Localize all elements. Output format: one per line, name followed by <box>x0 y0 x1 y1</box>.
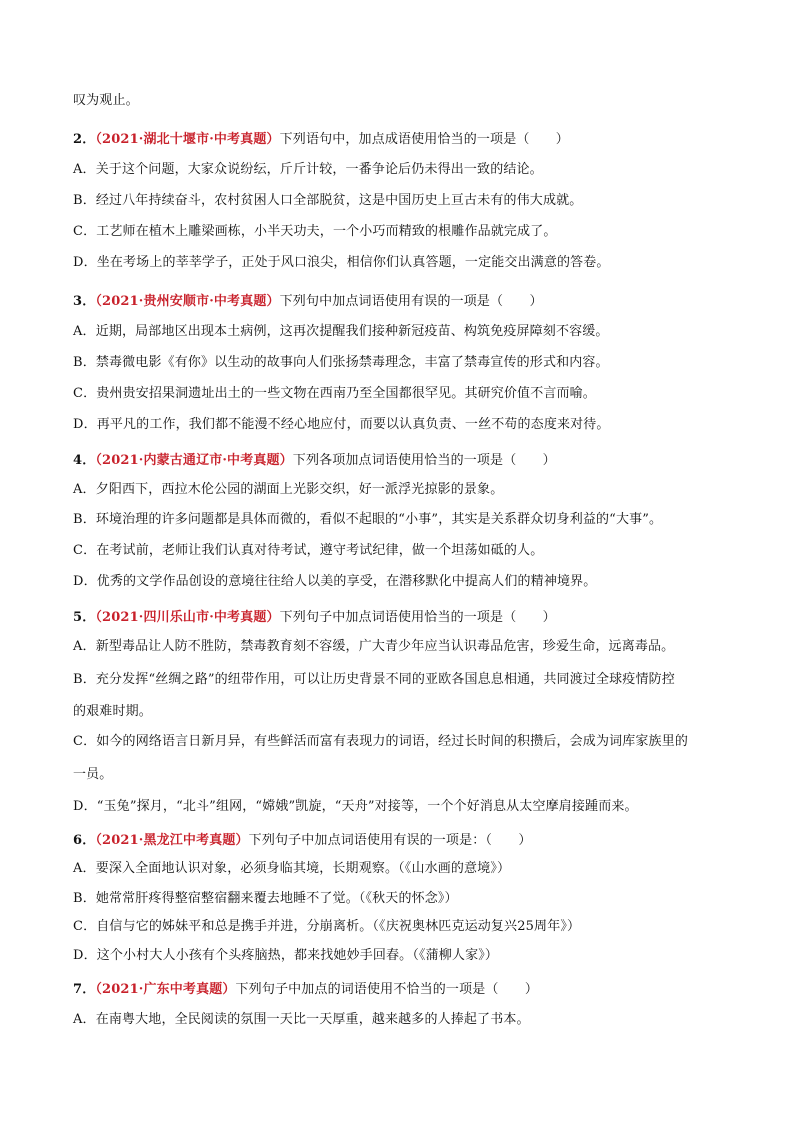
question-source: （2021·黑龙江中考真题） <box>95 833 249 848</box>
question-number: 6． <box>73 833 96 848</box>
option-a: A．要深入全面地认识对象，必须身临其境，长期观察。（《山水画的意境》） <box>73 861 511 876</box>
question-6-header <box>73 832 763 850</box>
question-number: 7． <box>73 982 96 997</box>
option-b: B．充分发挥“丝绸之路”的纽带作用，可以让历史背景不同的亚欧各国息息相通，共同渡过全球疫情防控 <box>73 672 675 687</box>
question-stem: 下列句子中加点词语使用有误的一项是：（ ） <box>248 833 532 848</box>
option-d: D．“玉兔”探月，“北斗”组网，“嫦娥”凯旋，“天舟”对接等，一个个好消息从太空摩肩接踵而来。 <box>73 799 638 814</box>
option-b: B．禁毒微电影《有你》以生动的故事向人们张扬禁毒理念，丰富了禁毒宣传的形式和内容。 <box>73 355 609 370</box>
option-d: D．这个小村大人小孩有个头疼脑热，都来找她妙手回春。（《蒲柳人家》） <box>73 948 499 963</box>
question-stem: 下列各项加点词语使用恰当的一项是（ ） <box>292 453 556 468</box>
question-3-header <box>73 293 763 311</box>
option-b: B．经过八年持续奋斗，农村贫困人口全部脱贫，这是中国历史上亘古未有的伟大成就。 <box>73 193 583 208</box>
question-source: （2021·内蒙古通辽市·中考真题） <box>95 453 293 468</box>
question-number: 2． <box>73 132 96 147</box>
option-c: C．如今的网络语言日新月异，有些鲜活而富有表现力的词语，经过长时间的积攒后，会成为词库家族里的 <box>73 734 688 749</box>
option-d: D．再平凡的工作，我们都不能漫不经心地应付，而要以认真负责、一丝不苟的态度来对待。 <box>73 417 610 432</box>
question-stem: 下列语句中，加点成语使用恰当的一项是（ ） <box>279 132 569 147</box>
option-a: A．在南粤大地，全民阅读的氛围一天比一天厚重，越来越多的人捧起了书本。 <box>73 1012 530 1027</box>
question-5-header <box>73 609 763 627</box>
question-number: 3． <box>73 294 96 309</box>
question-stem: 下列句子中加点的词语使用不恰当的一项是（ ） <box>235 982 538 997</box>
option-c: C．工艺师在植木上雕梁画栋，小半天功夫，一个小巧而精致的根雕作品就完成了。 <box>73 224 557 239</box>
option-a: A．夕阳西下，西拉木伦公园的湖面上光影交织，好一派浮光掠影的景象。 <box>73 482 504 497</box>
option-c: C．在考试前，老师让我们认真对待考试，遵守考试纪律，做一个坦荡如砥的人。 <box>73 543 544 558</box>
option-c: C．贵州贵安招果洞遗址出土的一些文物在西南乃至全国都很罕见。其研究价值不言而喻。 <box>73 386 596 401</box>
question-number: 5． <box>73 610 96 625</box>
option-d: D．坐在考场上的莘莘学子，正处于风口浪尖，相信你们认真答题，一定能交出满意的答卷。 <box>73 255 610 270</box>
option-b-continued: 的艰难时期。 <box>73 704 152 719</box>
option-a: A．新型毒品让人防不胜防，禁毒教育刻不容缓，广大青少年应当认识毒品危害，珍爱生命，远离毒品。 <box>73 639 675 654</box>
option-c-continued: 一员。 <box>73 767 113 782</box>
option-b: B．她常常肝疼得整宿整宿翻来覆去地睡不了觉。（《秋天的怀念》） <box>73 891 458 906</box>
question-stem: 下列句中加点词语使用有误的一项是（ ） <box>279 294 543 309</box>
question-number: 4． <box>73 453 96 468</box>
question-source: （2021·广东中考真题） <box>95 982 236 997</box>
question-7-header <box>73 981 763 999</box>
question-2-header <box>73 131 763 149</box>
question-source: （2021·贵州安顺市·中考真题） <box>95 294 280 309</box>
option-a: A．近期，局部地区出现本土病例，这再次提醒我们接种新冠疫苗、构筑免疫屏障刻不容缓。 <box>73 324 609 339</box>
option-a: A．关于这个问题，大家众说纷纭，斤斤计较，一番争论后仍未得出一致的结论。 <box>73 162 543 177</box>
option-c: C．自信与它的姊妹平和总是携手并进，分崩离析。（《庆祝奥林匹克运动复兴25周年》） <box>73 919 581 934</box>
question-4-header <box>73 452 763 470</box>
continuation-text: 叹为观止。 <box>73 93 139 108</box>
option-d: D．优秀的文学作品创设的意境往往给人以美的享受，在潜移默化中提高人们的精神境界。 <box>73 574 597 589</box>
question-stem: 下列句子中加点词语使用恰当的一项是（ ） <box>279 610 556 625</box>
question-source: （2021·四川乐山市·中考真题） <box>95 610 280 625</box>
option-b: B．环境治理的许多问题都是具体而微的，看似不起眼的“小事”，其实是关系群众切身利益的“大事”。 <box>73 512 663 527</box>
question-source: （2021·湖北十堰市·中考真题） <box>95 132 280 147</box>
